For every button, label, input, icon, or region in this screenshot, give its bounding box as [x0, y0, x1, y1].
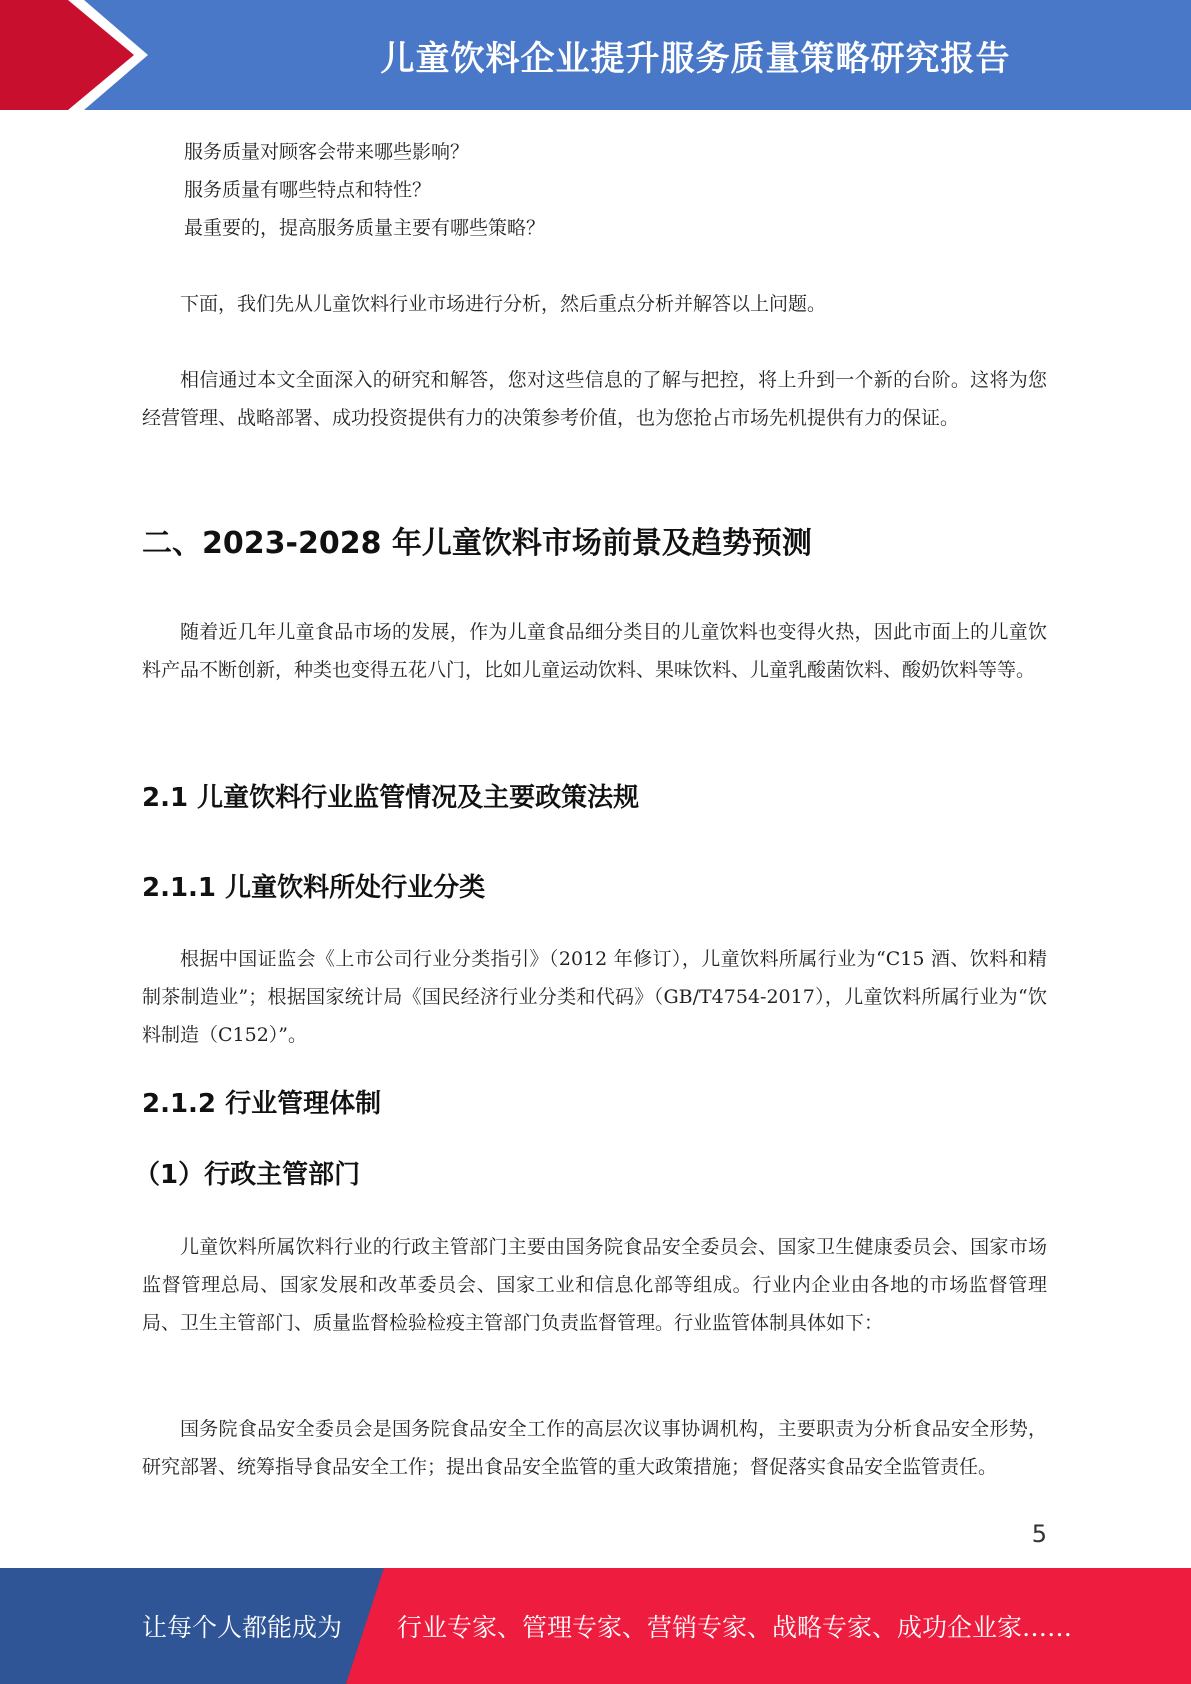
section-paragraph: 国务院食品安全委员会是国务院食品安全工作的高层次议事协调机构，主要职责为分析食品安全形势，研究部署、统筹指导食品安全工作；提出食品安全监管的重大政策措施；督促落实食品安全监管责任。 — [142, 1418, 1047, 1478]
intro-paragraph: 相信通过本文全面深入的研究和解答，您对这些信息的了解与把控，将上升到一个新的台阶。这将为您经营管理、战略部署、成功投资提供有力的决策参考价值，也为您抢占市场先机提供有力的保证。 — [142, 369, 1047, 429]
section-paragraph: 随着近几年儿童食品市场的发展，作为儿童食品细分类目的儿童饮料也变得火热，因此市面上的儿童饮料产品不断创新，种类也变得五花八门，比如儿童运动饮料、果味饮料、儿童乳酸菌饮料、酸奶饮料等等。 — [142, 621, 1047, 681]
subsection-heading: 2.1.2 行业管理体制 — [142, 1089, 382, 1119]
page-number: 5 — [1031, 1520, 1047, 1548]
section-heading: 二、2023-2028 年儿童饮料市场前景及趋势预测 — [142, 526, 812, 561]
sub-subsection-heading: （1）行政主管部门 — [134, 1160, 361, 1190]
section-paragraph: 根据中国证监会《上市公司行业分类指引》（2012 年修订），儿童饮料所属行业为“C15 酒、饮料和精制茶制造业”；根据国家统计局《国民经济行业分类和代码》（GB/T4754-2017），儿童饮料所属行业为“饮料制造（C152）”。 — [142, 948, 1047, 1046]
page-footer — [0, 1568, 1191, 1684]
question-line: 服务质量对顾客会带来哪些影响？ — [184, 141, 470, 163]
subsection-heading: 2.1.1 儿童饮料所处行业分类 — [142, 873, 486, 903]
question-line: 最重要的，提高服务质量主要有哪些策略？ — [184, 217, 546, 239]
section-paragraph: 儿童饮料所属饮料行业的行政主管部门主要由国务院食品安全委员会、国家卫生健康委员会、国家市场监督管理总局、国家发展和改革委员会、国家工业和信息化部等组成。行业内企业由各地的市场监督管理局、卫生主管部门、质量监督检验检疫主管部门负责监督管理。行业监管体制具体如下： — [142, 1236, 1047, 1334]
intro-paragraph: 下面，我们先从儿童饮料行业市场进行分析，然后重点分析并解答以上问题。 — [180, 293, 827, 315]
footer-slogan-left: 让每个人都能成为 — [142, 1613, 343, 1642]
footer-slogan-right: 行业专家、管理专家、营销专家、战略专家、成功企业家…… — [397, 1613, 1073, 1642]
question-line: 服务质量有哪些特点和特性？ — [184, 179, 432, 201]
report-title: 儿童饮料企业提升服务质量策略研究报告 — [380, 38, 1011, 79]
subsection-heading: 2.1 儿童饮料行业监管情况及主要政策法规 — [142, 783, 640, 813]
page-header — [0, 0, 1191, 110]
